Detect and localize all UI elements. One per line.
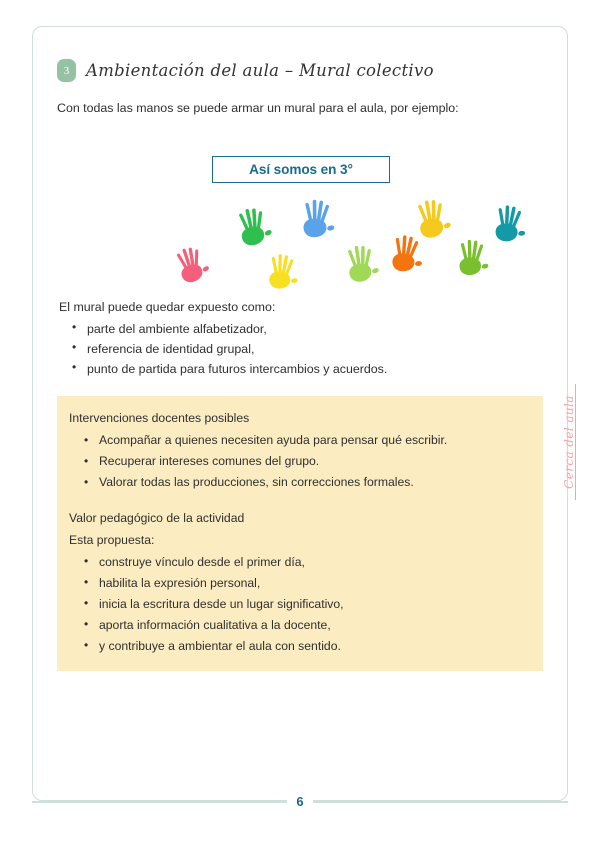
value-list xyxy=(57,552,543,657)
page-number: 6 xyxy=(287,793,313,810)
page-footer xyxy=(0,793,600,827)
mural-title-box xyxy=(212,156,390,183)
mural-title-text: Así somos en 3° xyxy=(249,162,353,177)
side-tab xyxy=(556,382,582,502)
expuesto-lead: El mural puede quedar expuesto como: xyxy=(59,300,276,314)
list-item: • inicia la escritura desde un lugar significativo, xyxy=(97,594,543,615)
list-item: • construye vínculo desde el primer día, xyxy=(97,552,543,573)
expuesto-block xyxy=(59,298,519,379)
list-item: • Acompañar a quienes necesiten ayuda para pensar qué escribir. xyxy=(97,430,543,451)
section-heading xyxy=(57,59,434,82)
callout-box xyxy=(57,396,543,671)
section-heading-text: Ambientación del aula – Mural colectivo xyxy=(86,61,434,80)
interventions-heading: Intervenciones docentes posibles xyxy=(69,411,250,425)
list-item: • y contribuye a ambientar el aula con sentido. xyxy=(97,636,543,657)
handprint-green xyxy=(228,201,278,251)
handprint-yellow xyxy=(259,248,305,294)
handprints-illustration xyxy=(152,194,452,286)
expuesto-list xyxy=(59,319,519,379)
interventions-list xyxy=(57,430,543,493)
footer-rule-right xyxy=(313,801,568,803)
side-tab-label: Cerca del aula xyxy=(562,395,576,489)
list-item: • parte del ambiente alfabetizador, xyxy=(85,319,519,339)
list-item: • referencia de identidad grupal, xyxy=(85,339,519,359)
page-content xyxy=(32,26,568,801)
list-item: • punto de partida para futuros intercambios y acuerdos. xyxy=(85,359,519,379)
list-item: • aporta información cualitativa a la docente, xyxy=(97,615,543,636)
handprint-blue xyxy=(293,194,341,242)
handprint-pink xyxy=(166,239,216,289)
handprint-teal xyxy=(485,199,533,247)
handprint-lightgreen xyxy=(338,240,384,286)
footer-rule-left xyxy=(32,801,287,803)
value-heading: Valor pedagógico de la actividad xyxy=(69,511,245,526)
callout-spacer xyxy=(57,493,543,509)
intro-paragraph: Con todas las manos se puede armar un mural para el aula, por ejemplo: xyxy=(57,101,459,115)
section-number-badge: 3 xyxy=(57,59,76,82)
value-subheading: Esta propuesta: xyxy=(69,532,155,547)
list-item: • Valorar todas las producciones, sin correcciones formales. xyxy=(97,472,543,493)
list-item: • Recuperar intereses comunes del grupo. xyxy=(97,451,543,472)
handprint-gold xyxy=(407,193,457,243)
list-item: • habilita la expresión personal, xyxy=(97,573,543,594)
